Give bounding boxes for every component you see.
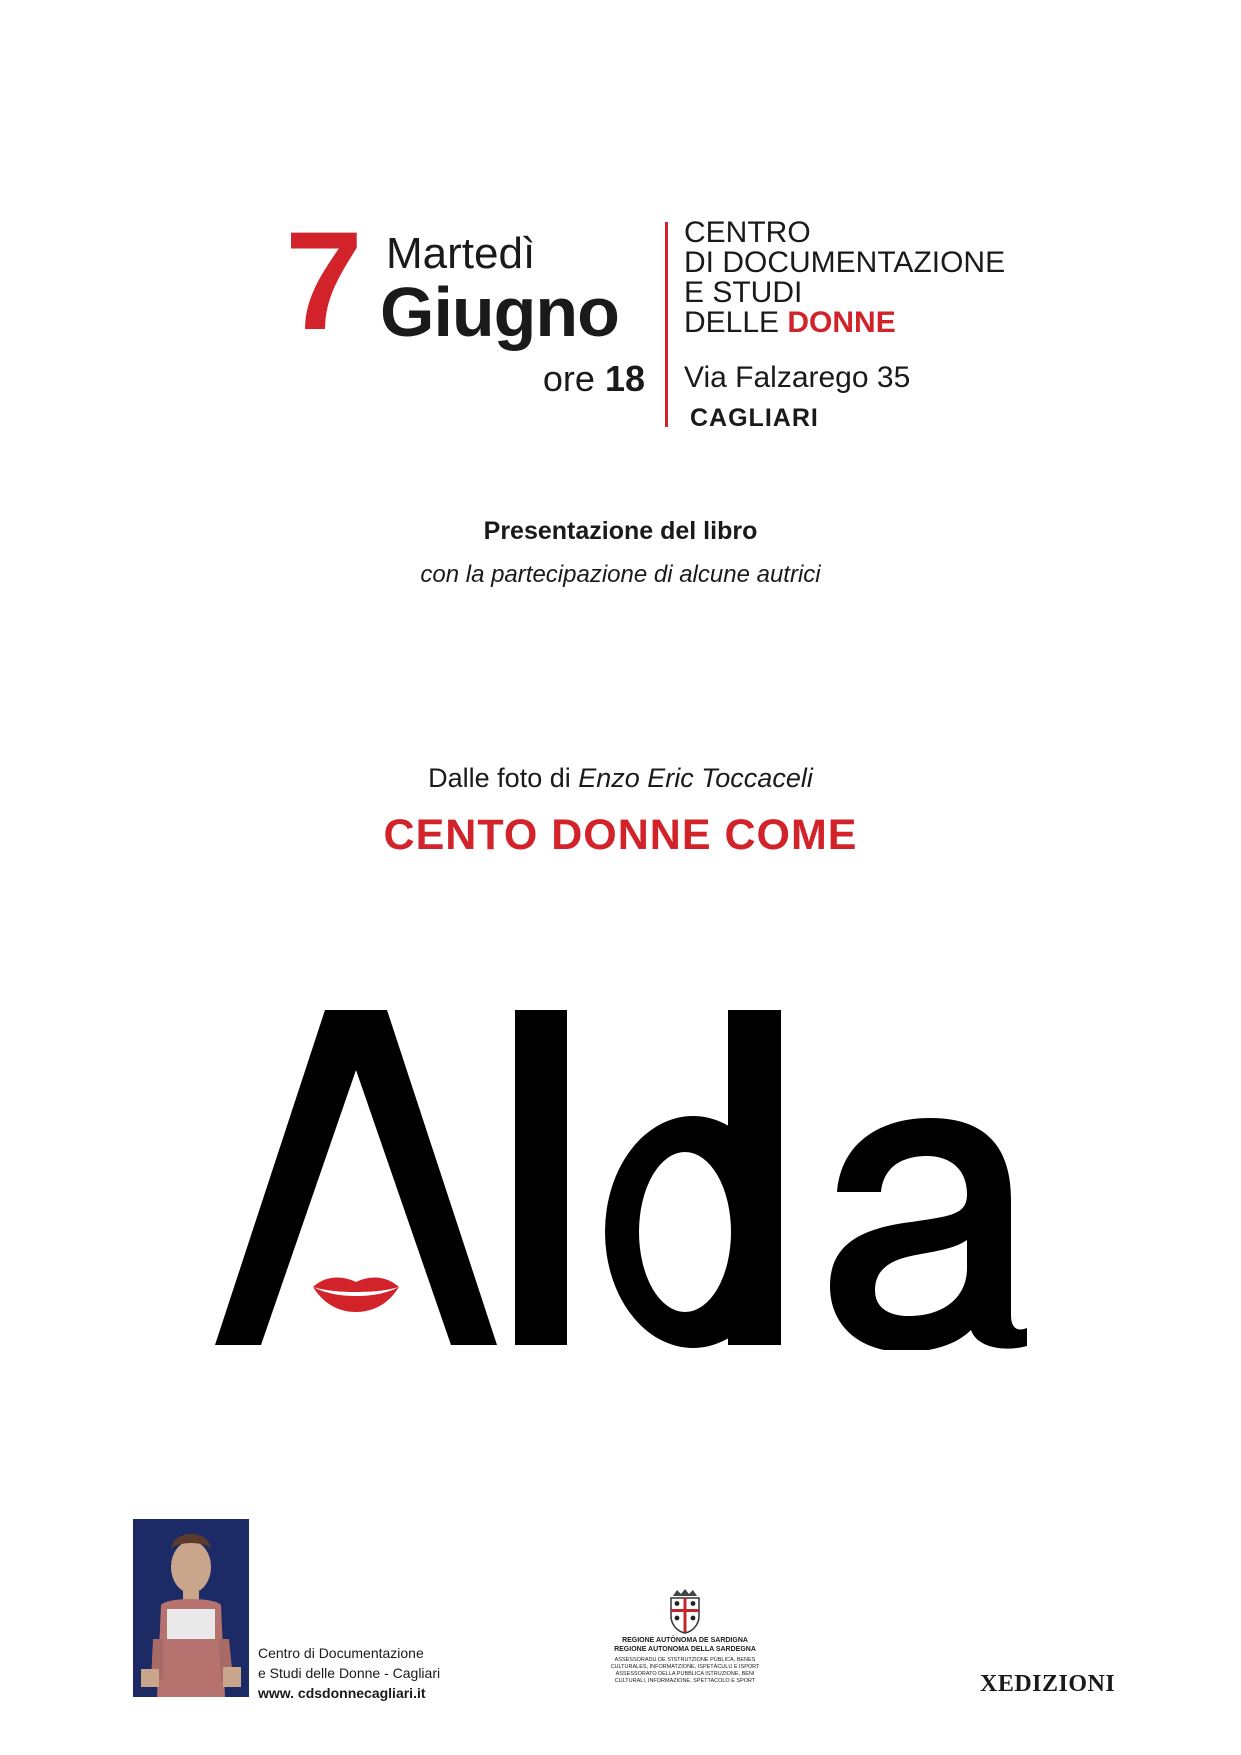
alda-letter-d [605,1010,781,1348]
venue-name-line: CENTRO [684,216,811,249]
venue-name-line-last [684,308,1005,338]
alda-logo [215,1010,1095,1350]
photographer-name: Enzo Eric Toccaceli [578,763,813,793]
venue-name [684,218,1005,338]
regione-name [590,1636,780,1654]
lips-icon [313,1278,399,1312]
regione-crest-icon [665,1588,705,1634]
centro-footer-line: e Studi delle Donne - Cagliari [258,1665,441,1681]
photo-credit [0,760,1241,796]
vertical-divider [665,222,668,427]
regione-assessorato: ASSESSORADU DE S'ISTRUTZIONE PÙBLICA, BENES CULTURALES, INFORMATZIONE, ISPETÀCULU E ISPORT ASSESSORATO DELLA PUBBLICA ISTRUZIONE, BENI CULTURALI, INFORMAZIONE, SPETTACOLO E SPORT [610,1657,760,1684]
venue-name-line: E STUDI [684,276,803,309]
venue-name-prefix: DELLE [684,306,788,339]
publisher-logo: XEDIZIONI [980,1671,1116,1697]
book-title: CENTO DONNE COME [383,811,858,859]
alda-letter-a [215,1010,497,1345]
event-weekday: Martedì [386,229,536,278]
venue-name-accent: DONNE [787,306,896,339]
event-time [490,358,645,400]
alda-letter-l [515,1010,567,1345]
presentation-heading: Presentazione del libro [483,517,758,545]
alda-logo-graphic [215,1010,1095,1350]
event-day-number: 7 [285,202,359,359]
photo-credit-prefix: Dalle foto di [428,763,579,793]
doll-photo [133,1519,249,1697]
centro-website-link[interactable]: www. cdsdonnecagliari.it [258,1685,426,1701]
participation-note: con la partecipazione di alcune autrici [420,561,821,588]
alda-letter-a-lower [830,1118,1027,1350]
venue-address: Via Falzarego 35 [684,361,911,394]
centro-footer-credit [258,1643,440,1703]
event-month: Giugno [380,273,619,351]
regione-name-italian: REGIONE AUTONOMA DELLA SARDEGNA [614,1646,756,1653]
venue-city: CAGLIARI [690,404,819,432]
centro-footer-line: Centro di Documentazione [258,1645,424,1661]
event-time-prefix: ore [542,358,595,399]
event-time-hour: 18 [604,358,645,399]
regione-sardegna-logo [590,1588,780,1685]
regione-name-sardinian: REGIONE AUTÒNOMA DE SARDIGNA [622,1637,748,1644]
venue-name-line: DI DOCUMENTAZIONE [684,246,1006,279]
